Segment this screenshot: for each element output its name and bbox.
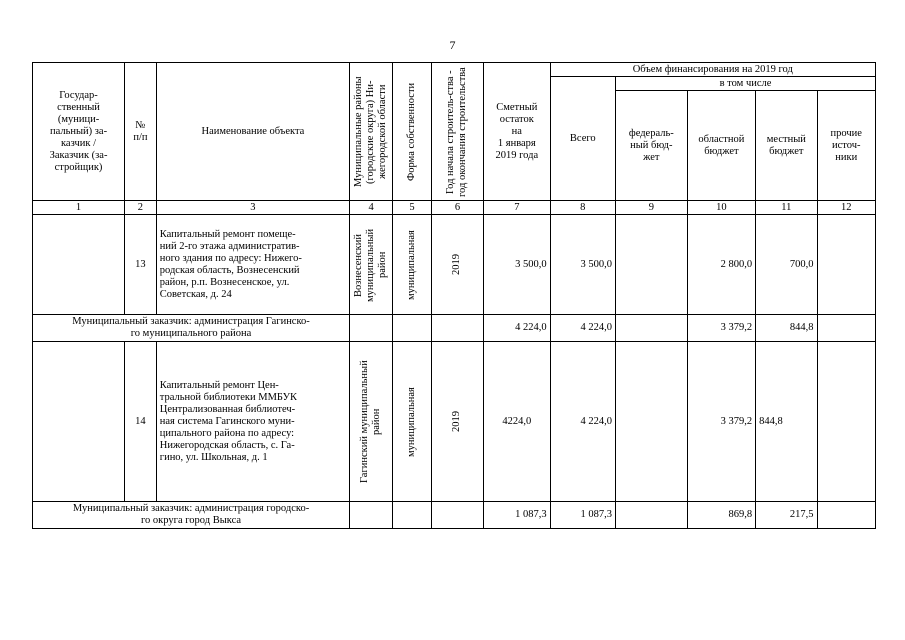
row-14-ownership: муниципальная — [405, 386, 417, 457]
customer-vyksa-local: 217,5 — [756, 502, 817, 529]
col-num-9: 9 — [616, 201, 688, 215]
row-13-local: 700,0 — [756, 215, 817, 315]
row-14-district-cell — [350, 342, 393, 502]
row-13-regional: 2 800,0 — [687, 215, 756, 315]
customer-gagino-total: 4 224,0 — [550, 315, 615, 342]
row-14-district: Гагинский муниципальный район — [359, 360, 383, 483]
header-federal: федераль- ный бюд- жет — [616, 91, 688, 201]
row-13-ownership: муниципальная — [405, 229, 417, 300]
header-including: в том числе — [616, 77, 876, 91]
customer-vyksa-federal — [616, 502, 688, 529]
row-13-object-name: Капитальный ремонт помеще- ний 2-го этажа административ- ного здания по адресу: Нижего- родская область, Вознесенский район, р.п. Вознесенское, ул. Советская, д. 24 — [156, 215, 349, 315]
row-13-years: 2019 — [451, 254, 463, 275]
col-num-5: 5 — [393, 201, 432, 215]
customer-vyksa-regional: 869,8 — [687, 502, 756, 529]
col-num-11: 11 — [756, 201, 817, 215]
header-ownership-cell — [393, 63, 432, 201]
col-num-2: 2 — [125, 201, 157, 215]
header-other: прочие источ- ники — [817, 91, 875, 201]
header-customer: Государ- ственный (муници- пальный) за- казчик / Заказчик (за- стройщик) — [33, 63, 125, 201]
customer-gagino-ownership — [393, 315, 432, 342]
header-ownership: Форма собственности — [405, 82, 417, 181]
customer-vyksa-ownership — [393, 502, 432, 529]
row-14-num: 14 — [125, 342, 157, 502]
col-num-1: 1 — [33, 201, 125, 215]
customer-gagino-federal — [616, 315, 688, 342]
header-regional: областной бюджет — [687, 91, 756, 201]
header-object-name: Наименование объекта — [156, 63, 349, 201]
customer-gagino-local: 844,8 — [756, 315, 817, 342]
row-14-years: 2019 — [451, 411, 463, 432]
customer-gagino-balance: 4 224,0 — [484, 315, 550, 342]
header-total: Всего — [550, 77, 615, 201]
header-district-cell — [350, 63, 393, 201]
customer-vyksa-total: 1 087,3 — [550, 502, 615, 529]
row-14-local: 844,8 — [756, 342, 817, 502]
row-13-district: Вознесенский муниципальный район — [353, 227, 389, 302]
row-14-years-cell — [431, 342, 483, 502]
financing-table — [32, 62, 876, 529]
header-years: Год начала строитель-ства - год окончания строительства — [445, 66, 469, 197]
row-13-federal — [616, 215, 688, 315]
customer-vyksa-years — [431, 502, 483, 529]
row-14-customer — [33, 342, 125, 502]
col-num-12: 12 — [817, 201, 875, 215]
customer-vyksa-label: Муниципальный заказчик: администрация городско- го округа город Выкса — [33, 502, 350, 529]
row-14-ownership-cell — [393, 342, 432, 502]
table-row — [33, 315, 876, 342]
row-13-balance: 3 500,0 — [484, 215, 550, 315]
row-13-ownership-cell — [393, 215, 432, 315]
table-row — [33, 215, 876, 315]
row-13-num: 13 — [125, 215, 157, 315]
customer-vyksa-other — [817, 502, 875, 529]
table-row — [33, 502, 876, 529]
customer-vyksa-district — [350, 502, 393, 529]
row-13-other — [817, 215, 875, 315]
row-14-balance: 4224,0 — [484, 342, 550, 502]
col-num-3: 3 — [156, 201, 349, 215]
row-14-regional: 3 379,2 — [687, 342, 756, 502]
customer-gagino-district — [350, 315, 393, 342]
row-14-object-name: Капитальный ремонт Цен- тральной библиотеки ММБУК Централизованная библиотеч- ная система Гагинского муни- ципального района по адресу: Нижегородская область, с. Га- гино, ул. Школьная, д. 1 — [156, 342, 349, 502]
customer-vyksa-balance: 1 087,3 — [484, 502, 550, 529]
col-num-7: 7 — [484, 201, 550, 215]
col-num-4: 4 — [350, 201, 393, 215]
row-13-total: 3 500,0 — [550, 215, 615, 315]
customer-gagino-label: Муниципальный заказчик: администрация Гагинско- го муниципального района — [33, 315, 350, 342]
page-number: 7 — [449, 38, 456, 52]
col-num-6: 6 — [431, 201, 483, 215]
row-13-customer — [33, 215, 125, 315]
header-years-cell — [431, 63, 483, 201]
header-balance: Сметный остаток на 1 января 2019 года — [484, 63, 550, 201]
header-local: местный бюджет — [756, 91, 817, 201]
row-14-other — [817, 342, 875, 502]
table-row — [33, 342, 876, 502]
header-num: № п/п — [125, 63, 157, 201]
header-district: Муниципальные районы (городские округа) Ни-жегородской области — [353, 76, 389, 187]
header-financing-title: Объем финансирования на 2019 год — [550, 63, 875, 77]
customer-gagino-other — [817, 315, 875, 342]
row-14-total: 4 224,0 — [550, 342, 615, 502]
row-13-district-cell — [350, 215, 393, 315]
customer-gagino-years — [431, 315, 483, 342]
col-num-8: 8 — [550, 201, 615, 215]
row-14-federal — [616, 342, 688, 502]
row-13-years-cell — [431, 215, 483, 315]
customer-gagino-regional: 3 379,2 — [687, 315, 756, 342]
col-num-10: 10 — [687, 201, 756, 215]
column-number-row — [33, 201, 876, 215]
